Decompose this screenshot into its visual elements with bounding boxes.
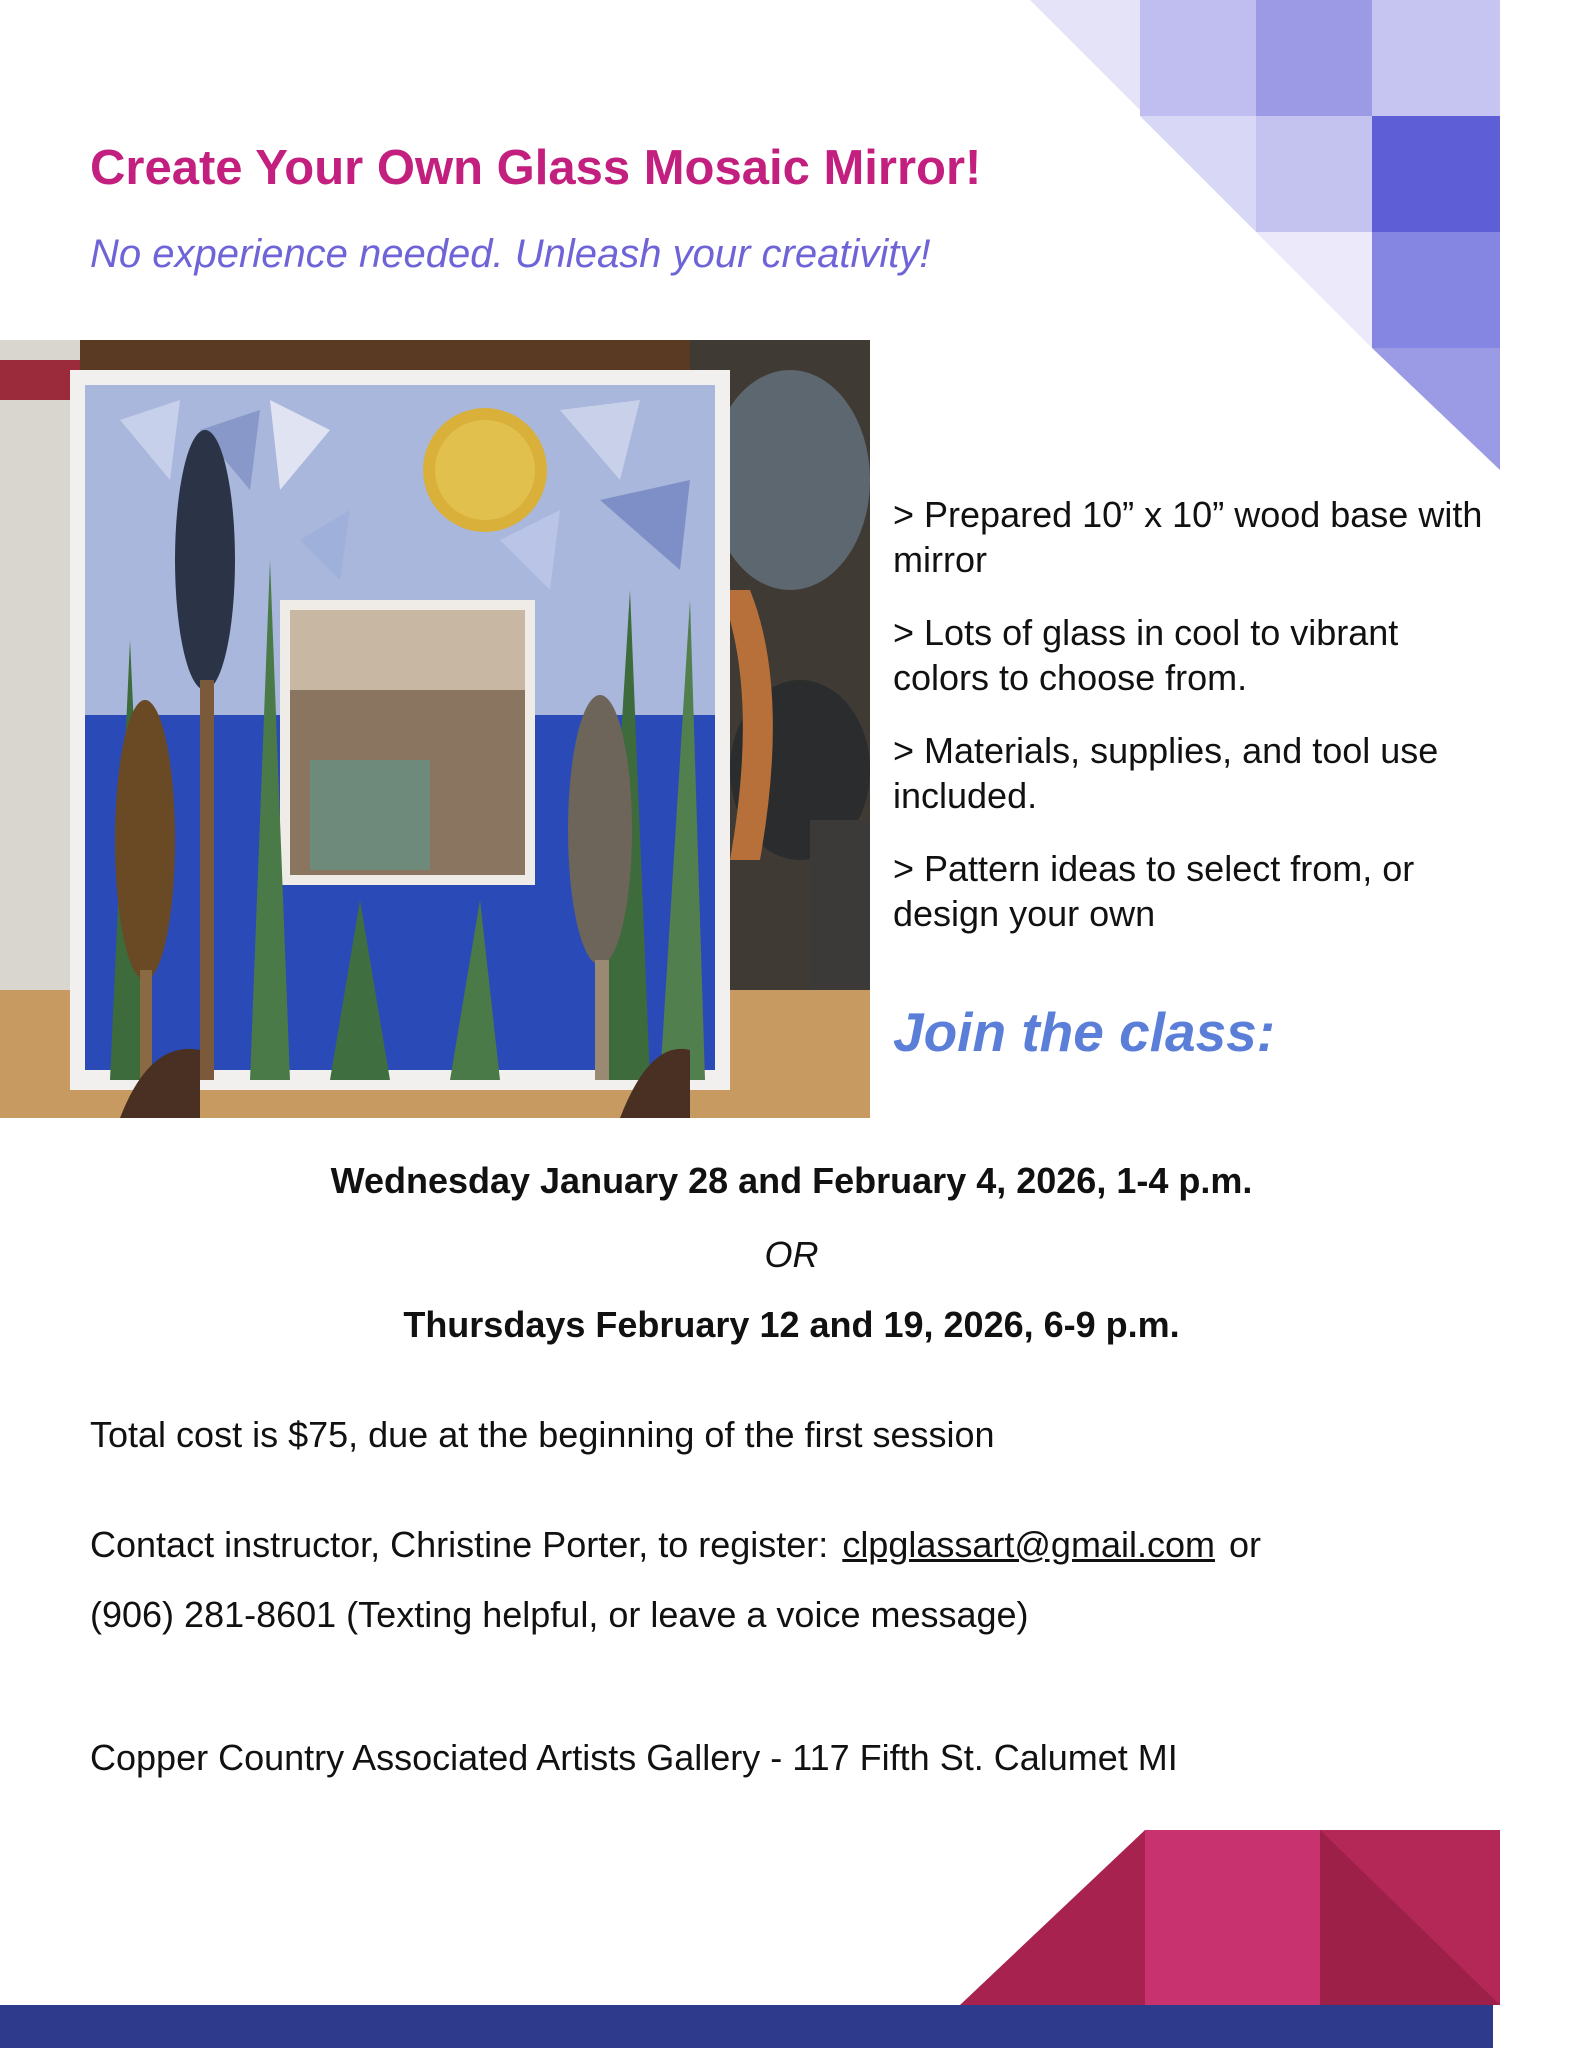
footer-bar [0,2005,1493,2048]
join-class-heading: Join the class: [893,1001,1276,1063]
contact-prefix: Contact instructor, Christine Porter, to register: [90,1524,829,1565]
feature-item: > Materials, supplies, and tool use included. [893,730,1439,816]
feature-item: > Pattern ideas to select from, or design your own [893,848,1415,934]
cost-info: Total cost is $75, due at the beginning of the first session [90,1414,995,1455]
page-subtitle: No experience needed. Unleash your creativity! [90,232,931,276]
contact-or: or [1228,1524,1261,1565]
bottom-corner-decoration [960,1830,1500,2005]
session-option-1: Wednesday January 28 and February 4, 2026, 1-4 p.m. [330,1160,1253,1201]
page-title: Create Your Own Glass Mosaic Mirror! [90,141,982,195]
session-separator: OR [764,1234,819,1275]
contact-line [90,1524,1261,1566]
mosaic-mirror-photo [0,340,870,1118]
phone-line: (906) 281-8601 (Texting helpful, or leave a voice message) [90,1594,1029,1635]
location-info: Copper Country Associated Artists Gallery - 117 Fifth St. Calumet MI [90,1737,1178,1778]
top-corner-decoration [1000,0,1500,470]
feature-item: > Prepared 10” x 10” wood base with mirror [893,494,1483,580]
feature-item: > Lots of glass in cool to vibrant colors to choose from. [893,612,1399,698]
email-link[interactable]: clpglassart@gmail.com [842,1524,1215,1565]
session-option-2: Thursdays February 12 and 19, 2026, 6-9 p.m. [403,1304,1180,1345]
